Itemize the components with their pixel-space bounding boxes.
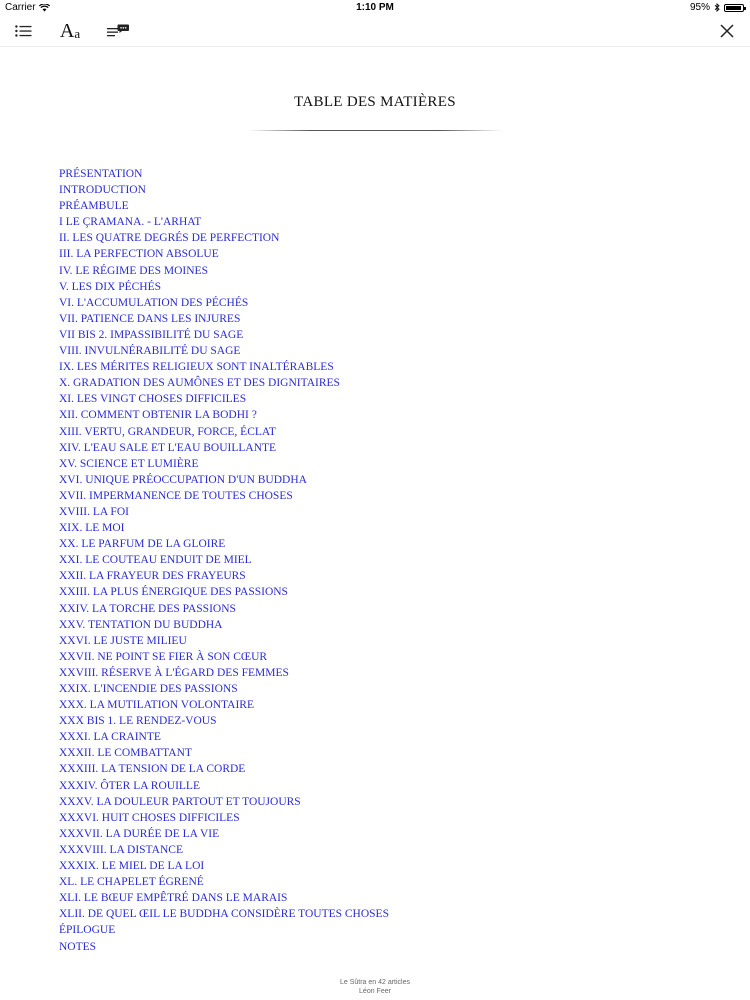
toc-link[interactable]: XXXVII. LA DURÉE DE LA VIE	[59, 827, 220, 840]
toc-link[interactable]: XXX. LA MUTILATION VOLONTAIRE	[59, 699, 254, 712]
toc-link[interactable]: XLI. LE BŒUF EMPÊTRÉ DANS LE MARAIS	[59, 892, 288, 905]
toc-link[interactable]: VII. PATIENCE DANS LES INJURES	[59, 312, 241, 325]
font-settings-button[interactable]	[58, 19, 82, 43]
toc-link[interactable]: XXXIV. ÔTER LA ROUILLE	[59, 779, 200, 792]
status-time: 1:10 PM	[356, 2, 394, 13]
toc-link[interactable]: XV. SCIENCE ET LUMIÈRE	[59, 457, 199, 470]
battery-fill	[726, 6, 741, 10]
carrier-label: Carrier	[5, 2, 36, 13]
toc-link[interactable]: I LE ÇRAMANA. - L'ARHAT	[59, 216, 202, 229]
close-icon	[720, 24, 734, 38]
toc-link[interactable]: XII. COMMENT OBTENIR LA BODHI ?	[59, 409, 257, 422]
toc-link[interactable]: V. LES DIX PÉCHÉS	[59, 280, 162, 293]
toc-link[interactable]: XVIII. LA FOI	[59, 505, 129, 518]
toc-link[interactable]: XVI. UNIQUE PRÉOCCUPATION D'UN BUDDHA	[59, 473, 307, 486]
toc-link[interactable]: NOTES	[59, 940, 97, 953]
status-bar-right	[690, 2, 744, 13]
toc-link[interactable]: III. LA PERFECTION ABSOLUE	[59, 248, 219, 261]
toc-link[interactable]: XXVIII. RÉSERVE À L'ÉGARD DES FEMMES	[59, 666, 289, 679]
font-icon-large-a: A	[59, 19, 75, 42]
title-divider	[248, 130, 502, 131]
toc-link[interactable]: XXXI. LA CRAINTE	[59, 731, 161, 744]
toc-link[interactable]: XXXII. LE COMBATTANT	[59, 747, 192, 760]
footer-book-title: Le Sûtra en 42 articles	[339, 979, 411, 986]
table-of-contents-button[interactable]	[12, 19, 34, 43]
toc-list	[59, 166, 389, 955]
toc-link[interactable]: XX. LE PARFUM DE LA GLOIRE	[59, 538, 226, 551]
toc-link[interactable]: XXXVI. HUIT CHOSES DIFFICILES	[59, 811, 240, 824]
toc-link[interactable]: PRÉAMBULE	[59, 200, 129, 213]
status-bar	[0, 0, 750, 16]
toc-link[interactable]: VI. L'ACCUMULATION DES PÉCHÉS	[59, 296, 249, 309]
notes-button[interactable]	[106, 19, 130, 43]
toc-link[interactable]: XLII. DE QUEL ŒIL LE BUDDHA CONSIDÈRE TOUTES CHOSES	[59, 908, 389, 921]
toc-link[interactable]: VIII. INVULNÉRABILITÉ DU SAGE	[59, 345, 241, 358]
toc-link[interactable]: XI. LES VINGT CHOSES DIFFICILES	[59, 393, 247, 406]
toc-link[interactable]: XXII. LA FRAYEUR DES FRAYEURS	[59, 570, 246, 583]
toc-link[interactable]: VII BIS 2. IMPASSIBILITÉ DU SAGE	[59, 328, 244, 341]
reader-toolbar	[0, 16, 750, 47]
toc-link[interactable]: XXXVIII. LA DISTANCE	[59, 843, 183, 856]
page-title: TABLE DES MATIÈRES	[294, 94, 456, 110]
toc-link[interactable]: XVII. IMPERMANENCE DE TOUTES CHOSES	[59, 489, 293, 502]
toc-link[interactable]: XXIII. LA PLUS ÉNERGIQUE DES PASSIONS	[59, 586, 288, 599]
toc-link[interactable]: IX. LES MÉRITES RELIGIEUX SONT INALTÉRABLES	[59, 361, 334, 374]
toc-link[interactable]: PRÉSENTATION	[59, 168, 143, 180]
book-footer	[0, 978, 750, 996]
toc-link[interactable]: XIV. L'EAU SALE ET L'EAU BOUILLANTE	[59, 441, 277, 454]
toc-link[interactable]: XXXIII. LA TENSION DE LA CORDE	[59, 763, 246, 776]
toc-link[interactable]: XXIX. L'INCENDIE DES PASSIONS	[59, 683, 238, 695]
notes-icon	[107, 24, 129, 38]
list-icon	[15, 25, 32, 37]
toc-link[interactable]: XXVI. LE JUSTE MILIEU	[59, 634, 187, 647]
toc-link[interactable]: XXX BIS 1. LE RENDEZ-VOUS	[59, 715, 217, 728]
toc-link[interactable]: XXXV. LA DOULEUR PARTOUT ET TOUJOURS	[59, 795, 301, 808]
toc-link[interactable]: II. LES QUATRE DEGRÉS DE PERFECTION	[59, 232, 280, 245]
footer-author: Léon Feer	[359, 988, 391, 995]
toc-link[interactable]: XXVII. NE POINT SE FIER À SON CŒUR	[59, 650, 268, 663]
toc-link[interactable]: XXXIX. LE MIEL DE LA LOI	[59, 860, 205, 873]
battery-icon	[724, 4, 744, 12]
battery-percent: 95%	[689, 2, 710, 13]
font-icon-small-a: a	[74, 25, 81, 41]
toc-link[interactable]: X. GRADATION DES AUMÔNES ET DES DIGNITAIRES	[59, 377, 340, 390]
toc-link[interactable]: IV. LE RÉGIME DES MOINES	[59, 264, 208, 277]
toc-link[interactable]: ÉPILOGUE	[59, 924, 116, 937]
toc-link[interactable]: INTRODUCTION	[59, 184, 146, 197]
close-button[interactable]	[716, 19, 738, 43]
toc-link[interactable]: XIX. LE MOI	[59, 522, 125, 535]
bluetooth-icon	[714, 3, 720, 12]
toc-link[interactable]: XXV. TENTATION DU BUDDHA	[59, 618, 223, 631]
toc-link[interactable]: XIII. VERTU, GRANDEUR, FORCE, ÉCLAT	[59, 425, 276, 438]
toc-link[interactable]: XXIV. LA TORCHE DES PASSIONS	[59, 602, 236, 615]
toc-link[interactable]: XL. LE CHAPELET ÉGRENÉ	[59, 876, 204, 889]
toc-link[interactable]: XXI. LE COUTEAU ENDUIT DE MIEL	[59, 554, 252, 567]
